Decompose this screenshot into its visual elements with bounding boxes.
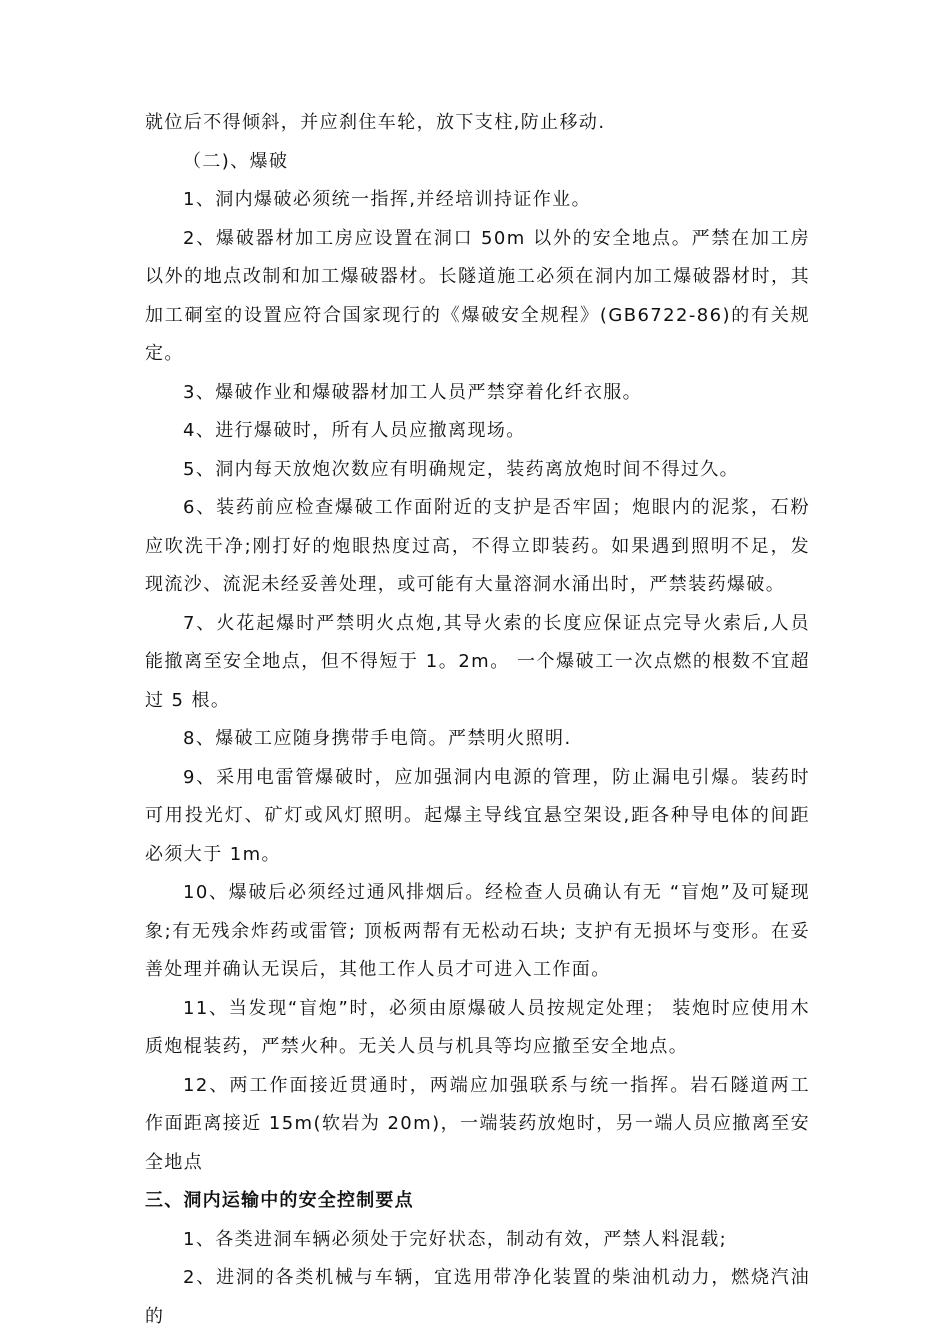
list-item: 3、爆破作业和爆破器材加工人员严禁穿着化纤衣服。 [183, 381, 643, 403]
list-item: 11、当发现“盲炮”时，必须由原爆破人员按规定处理； 装炮时应使用木质炮棍装药，严禁火种。无关人员与机具等均应撤至安全地点。 [145, 997, 810, 1057]
document-body [145, 104, 810, 1336]
section-heading-transport-safety: 三、洞内运输中的安全控制要点 [145, 1190, 414, 1211]
list-item: 12、两工作面接近贯通时，两端应加强联系与统一指挥。岩石隧道两工作面距离接近 15m(软岩为 20m)，一端装药放炮时，另一端人员应撤离至安全地点 [145, 1074, 810, 1173]
list-item: 6、装药前应检查爆破工作面附近的支护是否牢固；炮眼内的泥浆，石粉应吹洗干净;刚打好的炮眼热度过高，不得立即装药。如果遇到照明不足，发现流沙、流泥未经妥善处理，或可能有大量溶洞水涌出时，严禁装药爆破。 [145, 497, 810, 595]
list-item: 9、采用电雷管爆破时，应加强洞内电源的管理，防止漏电引爆。装药时可用投光灯、矿灯或风灯照明。起爆主导线宜悬空架设,距各种导电体的间距必须大于 1m。 [145, 766, 810, 865]
list-item: 10、爆破后必须经过通风排烟后。经检查人员确认有无 “盲炮”及可疑现象;有无残余炸药或雷管; 顶板两帮有无松动石块; 支护有无损坏与变形。在妥善处理并确认无误后，其他工作人员才可进入工作面。 [145, 882, 810, 980]
list-item: 8、爆破工应随身携带手电筒。严禁明火照明. [183, 728, 572, 749]
list-item: 2、爆破器材加工房应设置在洞口 50m 以外的安全地点。严禁在加工房以外的地点改制和加工爆破器材。长隧道施工必须在洞内加工爆破器材时，其加工硐室的设置应符合国家现行的《爆破安全规程》(GB6722-86)的有关规定。 [145, 227, 810, 364]
list-item: 4、进行爆破时，所有人员应撤离现场。 [183, 420, 526, 441]
list-item: 2、进洞的各类机械与车辆，宜选用带净化装置的柴油机动力，燃烧汽油的 [145, 1267, 810, 1327]
subsection-heading-blasting: （二)、爆破 [183, 150, 289, 172]
paragraph-continuation: 就位后不得倾斜，并应刹住车轮，放下支柱,防止移动. [145, 112, 606, 133]
list-item: 5、洞内每天放炮次数应有明确规定，装药离放炮时间不得过久。 [183, 458, 740, 480]
list-item: 7、火花起爆时严禁明火点炮,其导火索的长度应保证点完导火索后,人员能撤离至安全地点，但不得短于 1。2m。 一个爆破工一次点燃的根数不宜超过 5 根。 [145, 612, 810, 711]
list-item: 1、洞内爆破必须统一指挥,并经培训持证作业。 [183, 189, 591, 210]
list-item: 1、各类进洞车辆必须处于完好状态，制动有效，严禁人料混载; [183, 1228, 728, 1250]
